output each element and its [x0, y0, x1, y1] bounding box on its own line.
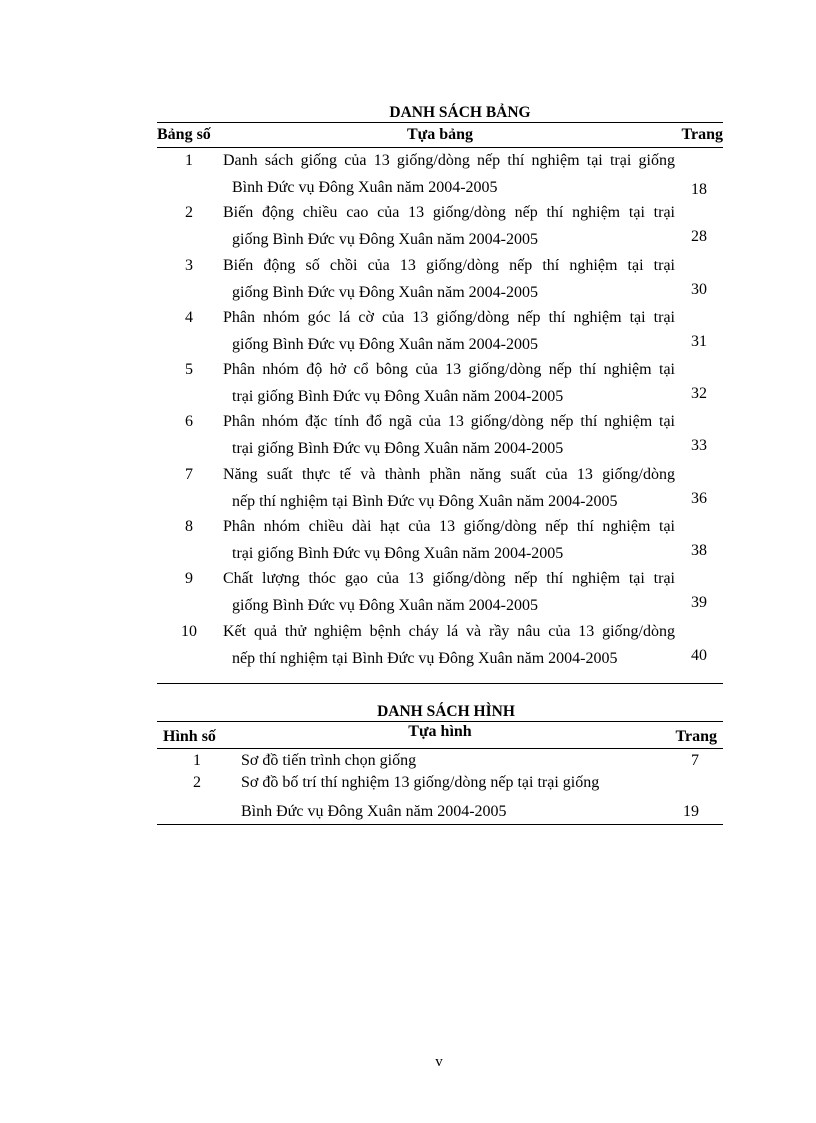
row-title-line2: trại giống Bình Đức vụ Đông Xuân năm 2004-2005 [232, 440, 564, 458]
table-list-row [157, 514, 723, 566]
row-title-line1: Kết quả thử nghiệm bệnh cháy lá và rầy nâu của 13 giống/dòng [223, 622, 675, 640]
table-list-row [157, 200, 723, 252]
row-page: 19 [683, 803, 699, 820]
row-number: 7 [185, 465, 193, 483]
row-page: 30 [691, 280, 707, 298]
row-number: 4 [185, 308, 193, 326]
figure-list-header-page: Trang [675, 728, 717, 745]
table-list-rows [157, 148, 723, 671]
row-title-line2: giống Bình Đức vụ Đông Xuân năm 2004-2005 [232, 335, 538, 353]
row-title-line2: giống Bình Đức vụ Đông Xuân năm 2004-2005 [232, 283, 538, 301]
row-number: 1 [193, 752, 201, 769]
figure-list-row [157, 771, 723, 823]
row-number: 8 [185, 518, 193, 536]
figure-list-bottom-rule [157, 824, 723, 825]
row-number: 6 [185, 413, 193, 431]
figure-list-title: DANH SÁCH HÌNH [377, 703, 515, 720]
figure-list-header-number: Hình số [163, 728, 216, 745]
row-title-line2: trại giống Bình Đức vụ Đông Xuân năm 2004-2005 [232, 545, 564, 563]
table-list-row [157, 566, 723, 618]
table-list-row [157, 462, 723, 514]
table-list-header-number: Bảng số [157, 126, 211, 143]
row-page: 7 [691, 752, 699, 769]
row-title-line1: Sơ đồ bố trí thí nghiệm 13 giống/dòng nếp tại trại giống [241, 774, 600, 791]
row-page: 39 [691, 594, 707, 612]
row-page: 28 [691, 228, 707, 246]
figure-list-header [157, 721, 723, 749]
table-list-header [157, 122, 723, 148]
table-list-header-title: Tựa bảng [406, 126, 474, 143]
row-title-line1: Phân nhóm góc lá cờ của 13 giống/dòng nếp thí nghiệm tại trại [223, 308, 675, 326]
row-page: 33 [691, 437, 707, 455]
row-title-line2: nếp thí nghiệm tại Bình Đức vụ Đông Xuân năm 2004-2005 [232, 492, 618, 510]
row-title-line2: Bình Đức vụ Đông Xuân năm 2004-2005 [241, 803, 507, 820]
row-page: 32 [691, 385, 707, 403]
table-list-row [157, 409, 723, 461]
row-number: 10 [181, 622, 197, 640]
row-title-line1: Biến động chiều cao của 13 giống/dòng nếp thí nghiệm tại trại [223, 204, 675, 222]
table-list-section [157, 104, 723, 671]
table-list-row [157, 253, 723, 305]
page-number: v [435, 1054, 443, 1070]
row-number: 5 [185, 361, 193, 379]
table-list-row [157, 357, 723, 409]
row-title-line2: giống Bình Đức vụ Đông Xuân năm 2004-2005 [232, 231, 538, 249]
figure-list-header-title: Tựa hình [408, 723, 472, 740]
table-list-bottom-rule [157, 683, 723, 684]
row-title-line1: Năng suất thực tế và thành phần năng suất của 13 giống/dòng [223, 465, 675, 483]
row-number: 3 [185, 256, 193, 274]
table-list-row [157, 619, 723, 671]
row-title-line1: Sơ đồ tiến trình chọn giống [241, 752, 417, 769]
row-title-line2: Bình Đức vụ Đông Xuân năm 2004-2005 [232, 179, 498, 196]
row-page: 38 [691, 542, 707, 560]
row-page: 36 [691, 489, 707, 507]
row-number: 9 [185, 570, 193, 588]
row-title-line1: Biến động số chồi của 13 giống/dòng nếp thí nghiệm tại trại [223, 256, 675, 274]
row-title-line1: Danh sách giống của 13 giống/dòng nếp thí nghiệm tại trại giống [223, 152, 675, 169]
table-list-header-page: Trang [681, 126, 723, 143]
row-number: 2 [193, 774, 201, 791]
row-page: 31 [691, 332, 707, 350]
row-title-line1: Phân nhóm chiều dài hạt của 13 giống/dòng nếp thí nghiệm tại [223, 518, 675, 536]
row-title-line1: Phân nhóm đặc tính đổ ngã của 13 giống/dòng nếp thí nghiệm tại [223, 413, 675, 431]
row-title-line2: trại giống Bình Đức vụ Đông Xuân năm 2004-2005 [232, 388, 564, 406]
table-list-row [157, 148, 723, 200]
row-number: 1 [185, 152, 193, 169]
table-list-title: DANH SÁCH BẢNG [389, 104, 531, 121]
row-page: 18 [691, 181, 707, 198]
row-number: 2 [185, 204, 193, 222]
row-title-line1: Phân nhóm độ hở cổ bông của 13 giống/dòng nếp thí nghiệm tại [223, 361, 675, 379]
row-page: 40 [691, 646, 707, 664]
row-title-line1: Chất lượng thóc gạo của 13 giống/dòng nếp thí nghiệm tại trại [223, 570, 675, 588]
row-title-line2: nếp thí nghiệm tại Bình Đức vụ Đông Xuân năm 2004-2005 [232, 649, 618, 667]
figure-list-row [157, 749, 723, 771]
row-title-line2: giống Bình Đức vụ Đông Xuân năm 2004-2005 [232, 597, 538, 615]
table-list-row [157, 305, 723, 357]
figure-list-section [157, 703, 723, 823]
